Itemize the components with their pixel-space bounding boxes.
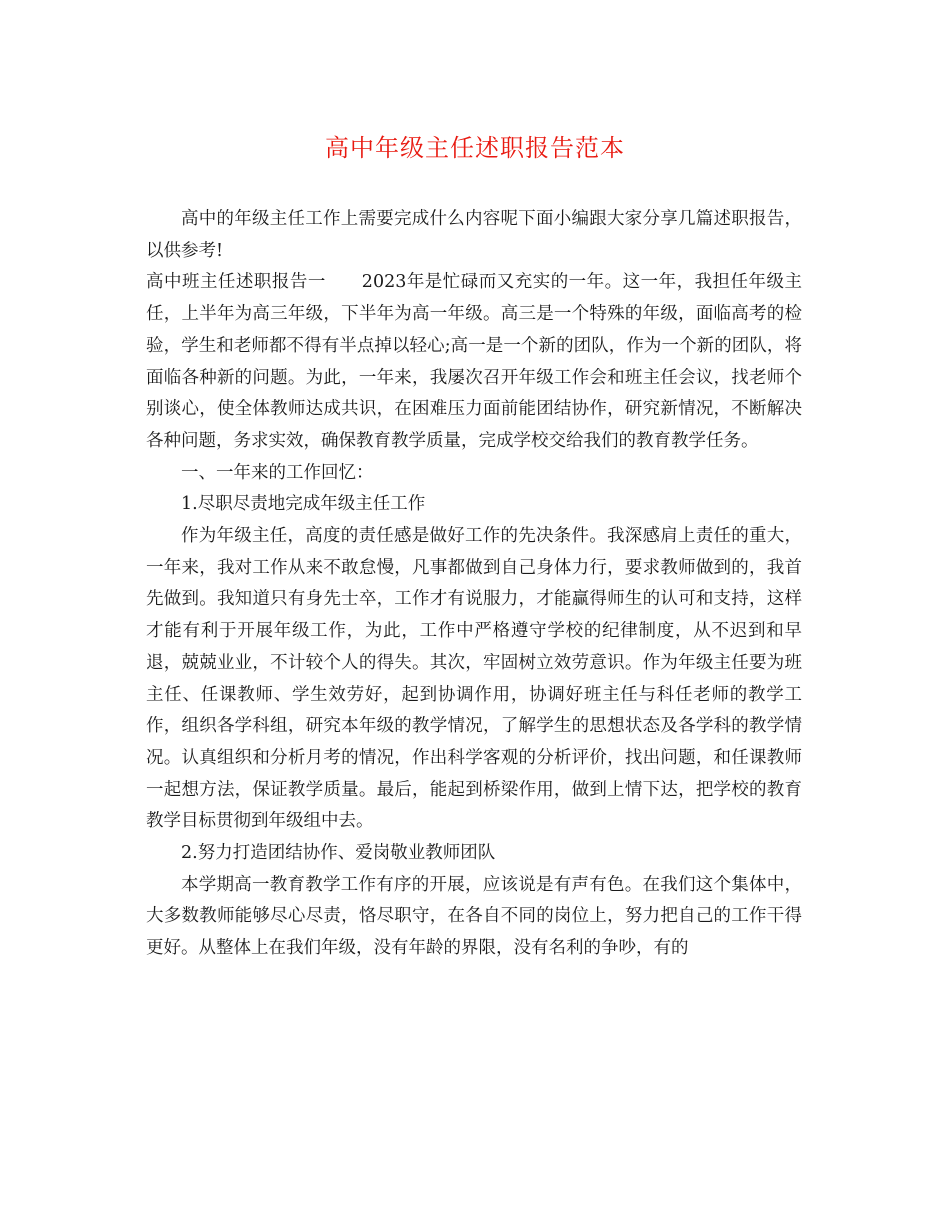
paragraph-report-one: 高中班主任述职报告一 2023年是忙碌而又充实的一年。这一年，我担任年级主任，上半年为高三年级，下半年为高一年级。高三是一个特殊的年级，面临高考的检验，学生和老师都不得有半点掉以轻心;高一是一个新的团队，作为一个新的团队，将面临各种新的问题。为此，一年来，我屡次召开年级工作会和班主任会议，找老师个别谈心，使全体教师达成共识，在困难压力面前能团结协作，研究新情况，不断解决各种问题，务求实效，确保教育教学质量，完成学校交给我们的教育教学任务。 [146,272,802,451]
paragraph-duties: 作为年级主任，高度的责任感是做好工作的先决条件。我深感肩上责任的重大，一年来，我对工作从来不敢怠慢，凡事都做到自己身体力行，要求教师做到的，我首先做到。我知道只有身先士卒，工作才有说服力，才能赢得师生的认可和支持，这样才能有利于开展年级工作，为此，工作中严格遵守学校的纪律制度，从不迟到和早退，兢兢业业，不计较个人的得失。其次，牢固树立效劳意识。作为年级主任要为班主任、任课教师、学生效劳好，起到协调作用，协调好班主任与科任老师的教学工作，组织各学科组，研究本年级的教学情况，了解学生的思想状态及各学科的教学情况。认真组织和分析月考的情况，作出科学客观的分析评价，找出问题，和任课教师一起想方法，保证教学质量。最后，能起到桥梁作用，做到上情下达，把学校的教育教学目标贯彻到年级组中去。 [146,526,802,832]
subsection-heading-2: 2.努力打造团结协作、爱岗敬业教师团队 [181,843,496,864]
paragraph-intro: 高中的年级主任工作上需要完成什么内容呢下面小编跟大家分享几篇述职报告，以供参考! [146,209,802,261]
section-heading-review: 一、一年来的工作回忆： [181,462,374,483]
paragraph-team: 本学期高一教育教学工作有序的开展，应该说是有声有色。在我们这个集体中，大多数教师能够尽心尽责，恪尽职守，在各自不同的岗位上，努力把自己的工作干得更好。从整体上在我们年级，没有年龄的界限，没有名利的争吵，有的 [146,874,802,959]
document-body [146,204,802,965]
document-title: 高中年级主任述职报告范本 [325,134,625,162]
subsection-heading-1: 1.尽职尽责地完成年级主任工作 [181,494,426,515]
